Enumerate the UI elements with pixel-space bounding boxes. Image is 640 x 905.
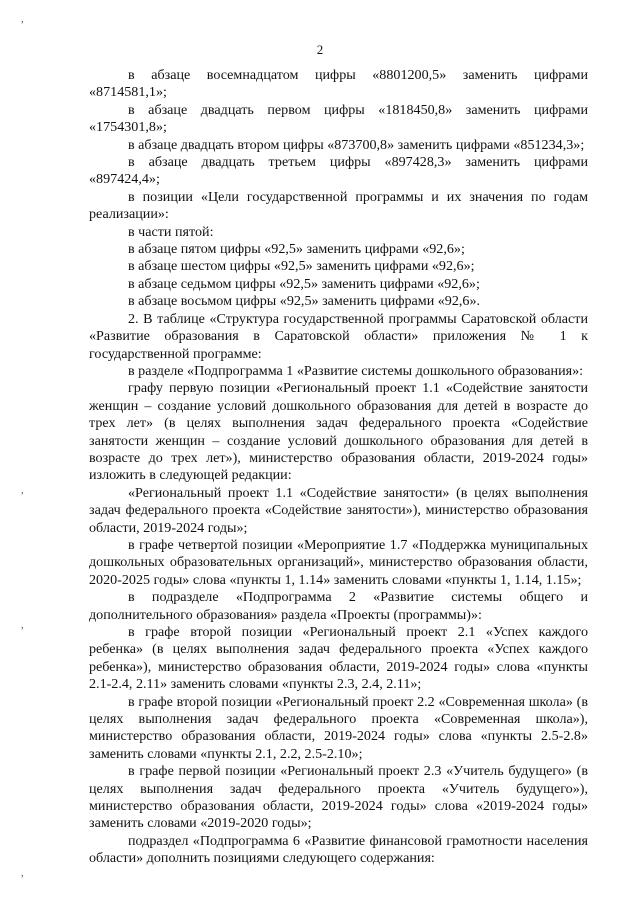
paragraph: в графе первой позиции «Региональный проект 2.3 «Учитель будущего» (в целях выполнения задач федерального проекта «Учитель будущего»), министерство образования области, 2019-2024 годы» слова «2019-2024 годы» заменить словами «2019-2020 годы»;: [89, 763, 588, 832]
paragraph: в абзаце двадцать третьем цифры «897428,3» заменить цифрами «897424,4»;: [89, 154, 588, 188]
paragraph: «Региональный проект 1.1 «Содействие занятости» (в целях выполнения задач федерального проекта «Содействие занятости»), министерство образования области, 2019-2024 годы»;: [89, 484, 588, 536]
paragraph: в графе четвертой позиции «Мероприятие 1.7 «Поддержка муниципальных дошкольных образовательных организаций», министерство образования области, 2020-2025 годы» слова «пункты 1, 1.14» заменить словами «пункты 1, 1.14, 1.15»;: [89, 536, 588, 588]
paragraph: в графе второй позиции «Региональный проект 2.2 «Современная школа» (в целях выполнения задач федерального проекта «Современная школа»), министерство образования области, 2019-2024 годы» слова «пункты 2.5-2.8» заменить словами «пункты 2.1, 2.2, 2.5-2.10»;: [89, 693, 588, 762]
margin-mark: ,: [21, 13, 24, 25]
paragraph: в абзаце шестом цифры «92,5» заменить цифрами «92,6»;: [128, 258, 475, 275]
paragraph: в части пятой:: [128, 223, 214, 240]
paragraph: в графе второй позиции «Региональный проект 2.1 «Успех каждого ребенка» (в целях выполнения задач федерального проекта «Успех каждого ребенка»), министерство образования области, 2019-2024 годы» слова «пункты 2.1-2.4, 2.11» заменить словами «пункты 2.3, 2.4, 2.11»;: [89, 624, 588, 693]
paragraph: в абзаце восьмом цифры «92,5» заменить цифрами «92,6».: [128, 293, 481, 310]
paragraph: в разделе «Подпрограмма 1 «Развитие системы дошкольного образования»:: [128, 362, 584, 379]
paragraph: подраздел «Подпрограмма 6 «Развитие финансовой грамотности населения области» дополнить позициями следующего содержания:: [89, 832, 588, 867]
paragraph: в абзаце пятом цифры «92,5» заменить цифрами «92,6»;: [128, 241, 465, 258]
paragraph: в подразделе «Подпрограмма 2 «Развитие системы общего и дополнительного образования» раздела «Проекты (программы)»:: [89, 589, 588, 623]
paragraph: в абзаце восемнадцатом цифры «8801200,5» заменить цифрами «8714581,1»;: [89, 67, 588, 101]
paragraph: в абзаце двадцать первом цифры «1818450,8» заменить цифрами «1754301,8»;: [89, 101, 588, 136]
margin-mark: ,: [21, 484, 24, 496]
paragraph: в абзаце двадцать втором цифры «873700,8» заменить цифрами «851234,3»;: [128, 136, 585, 153]
paragraph: графу первую позиции «Региональный проект 1.1 «Содействие занятости женщин – создание условий дошкольного образования для детей в возрасте до трех лет» (в целях выполнения задач федерального проекта «Содействие занятости женщин – создание условий дошкольного образования для детей в возрасте до трех лет»), министерство образования области, 2019-2024 годы» изложить в следующей редакции:: [89, 380, 588, 484]
page-number: 2: [316, 42, 324, 57]
paragraph: 2. В таблице «Структура государственной программы Саратовской области «Развитие образования в Саратовской области» приложения № 1 к государственной программе:: [89, 310, 588, 362]
paragraph: в абзаце седьмом цифры «92,5» заменить цифрами «92,6»;: [128, 275, 480, 292]
margin-mark: ,: [21, 619, 24, 631]
paragraph: в позиции «Цели государственной программы и их значения по годам реализации»:: [89, 188, 588, 223]
margin-mark: ,: [21, 867, 24, 879]
document-body: [89, 67, 588, 868]
